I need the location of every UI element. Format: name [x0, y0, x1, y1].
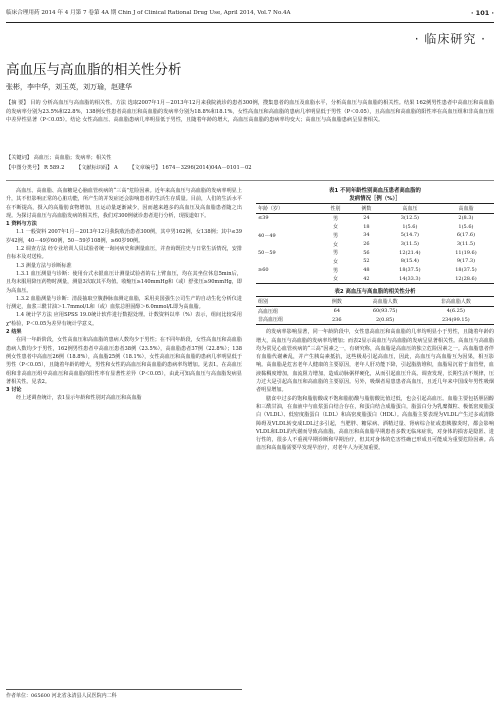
table-header-cell: 高血脂人数: [372, 299, 398, 306]
table-cell: 12(21.4): [399, 249, 421, 256]
body-paragraph: 的发病率影响显著，同一年龄阶段中，女性患高血压和高血脂的几率均明显小于男性，且随着年龄的增大，高血压与高血脂的发病率均增加；而表2显示高血压与高血脂的发病呈显著相关性。高血压与高血脂均为常见心血管疾病的“三高”因素之一，有研究称，高血脂是高血压的独立危险因素之一。高血脂患者伴有血脂代谢紊乱，并产生胰岛素抵抗，这些极易引起高血压，因此，高血压与高血脂互为因果，相互影响。高血脂是危害老年人健康的主要原因，老年人肝功能下降，引起脂肪堆积，血脂易沉着于血管壁，血液黏稠度增加，血流阻力增加，造成动脉粥样硬化，从而引起血压升高。调查发现，长期生活不规律，压力过大是引起高血压和高血脂的主要原因。另外，吸烟者易患患者高血压，且近几年来中国成年男性吸烟者明显增加。: [256, 329, 494, 394]
table-header-cell: 例数: [361, 205, 372, 212]
journal-citation: 临床合理用药 2014 年 4 月第 7 卷第 4A 期 Chin J of Clinical Rational Drug Use, April 2014, Vol.7 No.4A: [6, 10, 291, 16]
right-column: [256, 187, 494, 453]
table-row: [256, 240, 494, 249]
table-cell: 234(99.15): [441, 316, 470, 323]
table-cell: 1(5.6): [458, 223, 474, 230]
table-cell: 3(11.5): [456, 241, 476, 248]
table1: [256, 203, 494, 284]
table-row: [256, 222, 494, 231]
table-cell: 8(15.4): [400, 258, 419, 265]
author-affiliation: 作者单位：065600 河北省永清县人民医院内二科: [6, 693, 117, 699]
table-cell: 2(8.3): [458, 215, 474, 222]
table-header-cell: 例数: [331, 299, 342, 306]
table-cell: 48: [363, 267, 370, 274]
table-cell: 女: [332, 224, 338, 231]
table-row: [256, 248, 494, 257]
table-cell: 18(37.5): [399, 267, 421, 274]
table-cell: 56: [363, 249, 370, 256]
page-number: · 101 ·: [470, 9, 494, 17]
table-cell: 18(37.5): [455, 267, 477, 274]
table-cell: [256, 240, 320, 249]
table-row: [256, 231, 494, 240]
section-heading: 1 资料与方法: [6, 221, 37, 228]
table-cell: 高血压组: [258, 308, 279, 315]
table-cell: 12(28.6): [455, 275, 477, 282]
section-heading: 3 讨论: [6, 387, 22, 394]
table-cell: 50－59: [258, 250, 276, 257]
body-paragraph: 1.1 一般资料 2007年1月－2013年12月我院收治患者300例，其中男162例，女138例；其中≤39岁42例，40－49岁60例，50－59岁108例，≥60岁90例。: [6, 229, 242, 244]
table-cell: [256, 275, 320, 284]
table1-caption-line2: 发病情况［例（%）］: [349, 196, 401, 202]
table-cell: 60(93.75): [372, 308, 398, 315]
table2: [256, 296, 494, 325]
table-cell: 男: [332, 267, 338, 274]
article-title: 高血压与高血脂的相关性分析: [6, 62, 182, 78]
table-cell: 64: [333, 308, 341, 315]
table-row: [256, 306, 494, 315]
clc-number: 【中图分类号】 R 589.2: [6, 165, 65, 171]
table-cell: [256, 222, 320, 231]
footnote: [6, 689, 242, 699]
keywords: 【关键词】 高血压；高血脂；发病率；相关性: [6, 155, 112, 161]
table2-caption: 表2 高血压与高血脂的相关性分析: [334, 289, 416, 296]
article-id: 【文章编号】 1674－3296(2014)04A－0101－02: [129, 165, 252, 171]
table-cell: 2(0.85): [375, 316, 395, 323]
left-column-body: [6, 187, 242, 403]
table-cell: ≥60: [258, 267, 269, 274]
classification-line: [6, 164, 494, 173]
table-cell: 5(14.7): [400, 232, 419, 239]
table-cell: 11(19.6): [455, 249, 477, 256]
table-header-cell: 年龄（岁）: [258, 205, 284, 212]
table-cell: ≤39: [258, 215, 269, 222]
body-paragraph: 高血压、高血脂、高血糖是心脑血管疾病的“三高”危险因素。近年来高血压与高血脂的发病率明显上升，其不但影响正常的心脏功能，所产生的并发症还会影响患者的生活生存质量。目前，人们的生活水平在不断提高，摄入的高脂肪食物增加，且运动量逐渐减少，因而越来越多的高血压及高血脂患者随之出现。为探讨高血压与高血脂发病的相关性，我们对300例就诊患者进行分析，现报道如下。: [6, 188, 242, 219]
table-cell: 236: [332, 316, 342, 323]
table-cell: 52: [363, 258, 370, 265]
body-paragraph: 1.3.1 血压测量与诊断：使用台式水银血压计测量试验者的右上臂血压，均在其坐位休息5min后，且均未服用降压药物时测量，测量3次取其平均值。收缩压≥140mmHg和（或）舒张压≥90mmHg，即为高血压。: [6, 270, 242, 294]
table-header-cell: 高血压: [402, 205, 418, 212]
table-cell: 男: [332, 250, 338, 257]
table-row: [256, 316, 494, 325]
table-cell: 14(33.3): [399, 275, 421, 282]
table-header-cell: 非高血脂人数: [440, 299, 471, 306]
table-cell: 1(5.6): [402, 223, 418, 230]
body-paragraph: 经上述调查统计，表1显示年龄和性别对高血压和高血脂: [16, 395, 142, 402]
body-paragraph: 1.3.2 血脂测量与诊断：清晨抽取空腹静脉血测定血脂，采用美国强生公司生产的自动生化分析仪进行测定，血浆三酰甘油＞1.7mmol/L和（或）血浆总胆固醇＞6.0mmol/L即为高血脂。: [6, 295, 242, 311]
body-paragraph: 膳食中过多的饱和脂肪酸或不饱和脂肪酸与脂肪酸比值过低，也会引起高血压。血脂主要包括胆固醇和三酰甘油，在血液中与血浆蛋白结合存在，和蛋白结合成脂蛋白，脂蛋白分为乳糜微粒、极低密度脂蛋白（VLDL）、低密度脂蛋白（LDL）和高密度脂蛋白（HDL）。高血脂主要表现为VLDL产生过多或清除障碍及VLDL转变成LDL过多引起，当肥胖、糖尿病、酒精过量、肾病综合征或患胰腺炎时，都会影响VLDL和LDL的代谢而导致高血脂。高血压和高血脂早期患者多数无临床症状，对身体的损害是隐匿、进行性的，很多人不重视早期诊断和早期治疗，但其对身体的危害性确已形成且可能成为重要危险因素。高血压和高血脂需要早发现早治疗，对老年人为更加重要。: [256, 395, 494, 452]
table-cell: 40－49: [258, 232, 276, 239]
table-cell: 42: [363, 275, 370, 282]
section-heading: 2 结果: [6, 329, 22, 336]
table1-caption-line1: 表1 不同年龄性别高血压患者高血脂的: [329, 188, 421, 194]
column-label: · 临床研究 ·: [414, 32, 486, 46]
table-cell: [256, 257, 320, 266]
table-cell: 3(12.5): [400, 215, 419, 222]
table-cell: 26: [363, 241, 370, 248]
table-row: [256, 275, 494, 284]
table-cell: 34: [363, 232, 370, 239]
table-cell: 男: [332, 215, 338, 222]
body-paragraph: 1.4 统计学方法 应用SPSS 19.0统计软件进行数据处理。计数资料以率（%）表示，组间比较采用χ²检验，P＜0.05为差异有统计学意义。: [6, 312, 242, 327]
authors: 张彬，李中华，刘玉英，刘万瑜，赵建华: [6, 83, 132, 91]
table-cell: 24: [363, 215, 370, 222]
table-cell: 9(17.3): [456, 258, 476, 265]
running-header: [6, 4, 494, 23]
table-row: [256, 213, 494, 222]
body-paragraph: 在同一年龄阶段，女性高血压和高血脂的患病人数均少于男性；在不同年龄段，女性高血压和高血脂患病人数均少于男性，162例男性患者中高血压患者38例（23.5%），高血脂患者37例（22.8%）；138例女性患者中高血压26例（18.8%），高血脂25例（18.1%），女性高血压和高血脂的患病几率明显低于男性（P＜0.05），且随着年龄的增大，男性和女性的高血压和高血脂的患病率均增加。见表1。在高血压组和非高血压组中高血压和高血脂的阳性率有显著性差异（P＜0.05），由此可知高血压与高血脂发病显著相关性。见表2。: [6, 337, 242, 385]
table-row: [256, 257, 494, 266]
body-paragraph: 1.3 测量方法与诊断标准: [16, 262, 72, 269]
body-paragraph: 1.2 调查方法 经专业培训人员试验者统一询问病史和测量血压，并查询既往史与日常生活情况，安排自标本及对送检。: [6, 246, 242, 261]
abstract: 【摘 要】 目的 分析高血压与高血脂的相关性。方法 选取2007年1月－2013年12月来我院就诊的患者300例，搜集患者的血压及血脂水平，分析高血压与高血脂的相关性。结果 162例男性患者中高血压和高血脂的发病率分别为23.5%和22.8%，138例女性患者高血压和高血脂的发病率分别为18.8%和18.1%，女性高血压和高血脂的患病几率明显低于男性（P＜0.05），且高血压和高血脂的阳性率在高血压组和非高血压组中差异性显著（P＜0.05）。结论 女性高血压、高血脂患病几率明显低于男性，且随着年龄的增大，高血压高血脂的患病率均变大；高血压与高血脂患病呈显著相关。: [6, 100, 494, 124]
table1-caption: [256, 187, 494, 203]
table-cell: 6(17.6): [456, 232, 476, 239]
doc-code: 【文献标识码】 A: [76, 165, 118, 171]
table-header-cell: 组别: [258, 299, 269, 306]
table-row: [256, 266, 494, 275]
table-cell: 18: [363, 223, 370, 230]
table-cell: 女: [332, 241, 338, 248]
table-cell: 女: [332, 258, 338, 265]
table-cell: 男: [332, 232, 338, 239]
table-header-cell: 高血脂: [458, 205, 474, 212]
section-divider: [6, 180, 494, 181]
table-cell: 4(6.25): [446, 308, 465, 315]
right-column-body: [256, 328, 494, 452]
table-cell: 3(11.5): [400, 241, 419, 248]
table-cell: 非高血压组: [258, 317, 284, 324]
table-header-cell: 性别: [330, 205, 341, 212]
table-cell: 女: [332, 276, 338, 283]
